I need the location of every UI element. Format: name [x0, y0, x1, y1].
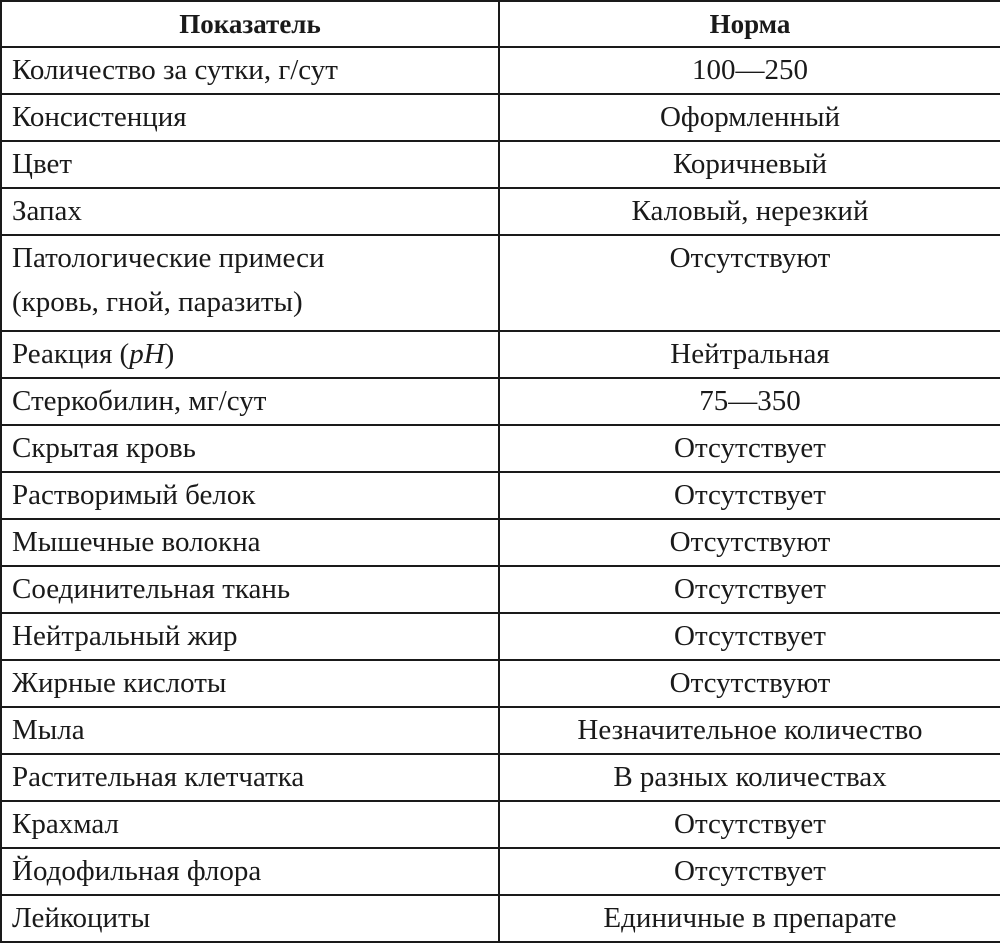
row-norm: Нейтральная: [499, 331, 1000, 378]
row-param-text: Патологические примеси (кровь, гной, паразиты): [12, 241, 325, 318]
table-row: [1, 425, 1000, 472]
table-row: [1, 378, 1000, 425]
row-param: Жирные кислоты: [1, 660, 499, 707]
table-row: [1, 660, 1000, 707]
row-norm: Отсутствует: [499, 425, 1000, 472]
row-param: [1, 331, 499, 378]
row-param: Стеркобилин, мг/сут: [1, 378, 499, 425]
row-param: Консистенция: [1, 94, 499, 141]
row-norm: Оформленный: [499, 94, 1000, 141]
row-norm: 75—350: [499, 378, 1000, 425]
table-row: [1, 235, 1000, 331]
row-norm: Отсутствует: [499, 801, 1000, 848]
row-param: Запах: [1, 188, 499, 235]
row-param: Соединительная ткань: [1, 566, 499, 613]
table-row: [1, 754, 1000, 801]
row-param-italic: pH: [129, 337, 165, 370]
row-norm: Отсутствуют: [499, 235, 1000, 331]
table-row: [1, 848, 1000, 895]
table-row: [1, 566, 1000, 613]
header-norm: Норма: [499, 1, 1000, 47]
row-norm: Отсутствуют: [499, 660, 1000, 707]
row-param: Мышечные волокна: [1, 519, 499, 566]
row-param: Растительная клетчатка: [1, 754, 499, 801]
table-row: [1, 519, 1000, 566]
table-row: [1, 94, 1000, 141]
table-row: [1, 47, 1000, 94]
row-norm: Отсутствует: [499, 566, 1000, 613]
row-param: Цвет: [1, 141, 499, 188]
row-param: Крахмал: [1, 801, 499, 848]
row-param: Количество за сутки, г/сут: [1, 47, 499, 94]
row-norm: Отсутствует: [499, 472, 1000, 519]
table-row: [1, 801, 1000, 848]
row-param: Йодофильная флора: [1, 848, 499, 895]
row-param: Мыла: [1, 707, 499, 754]
table-row: [1, 141, 1000, 188]
row-norm: В разных количествах: [499, 754, 1000, 801]
row-norm: Единичные в препарате: [499, 895, 1000, 942]
row-param: Растворимый белок: [1, 472, 499, 519]
row-param: Нейтральный жир: [1, 613, 499, 660]
row-norm: Отсутствует: [499, 848, 1000, 895]
table-row: [1, 707, 1000, 754]
table-row: [1, 188, 1000, 235]
row-norm: Незначительное количество: [499, 707, 1000, 754]
row-param: Скрытая кровь: [1, 425, 499, 472]
row-param-prefix: Реакция (: [12, 337, 130, 370]
row-norm: Коричневый: [499, 141, 1000, 188]
row-param-suffix: ): [164, 337, 175, 370]
row-norm: Каловый, нерезкий: [499, 188, 1000, 235]
row-param: [1, 235, 499, 331]
row-param: Лейкоциты: [1, 895, 499, 942]
row-norm: 100—250: [499, 47, 1000, 94]
row-norm: Отсутствует: [499, 613, 1000, 660]
table-row: [1, 331, 1000, 378]
table-row: [1, 895, 1000, 942]
table-row: [1, 472, 1000, 519]
header-param: Показатель: [1, 1, 499, 47]
table-row: [1, 613, 1000, 660]
table-header-row: [1, 1, 1000, 47]
row-norm: Отсутствуют: [499, 519, 1000, 566]
